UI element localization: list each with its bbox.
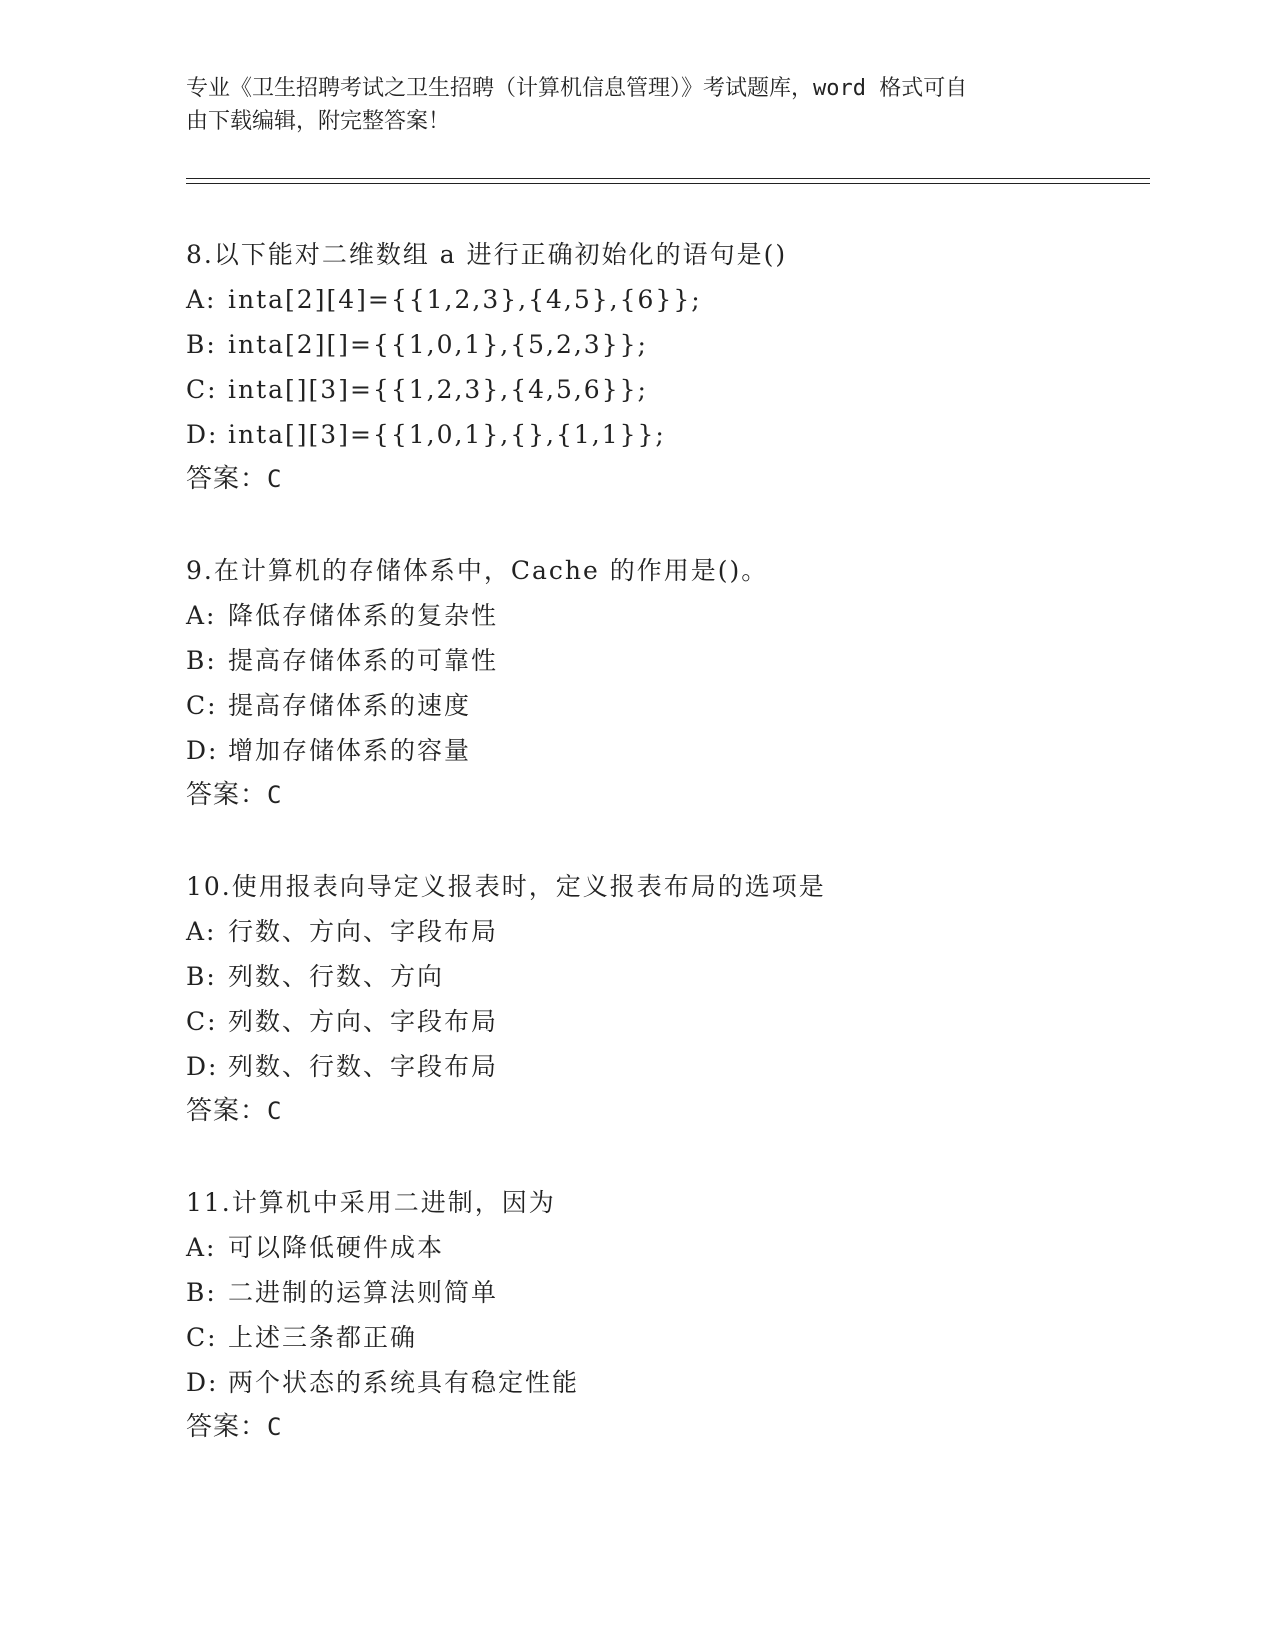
option-a <box>186 277 1150 322</box>
option-text: inta[2][]={{1,0,1},{5,2,3}}; <box>228 330 648 359</box>
option-c <box>186 367 1150 412</box>
option-a <box>186 1225 1150 1270</box>
option-letter: C: <box>186 375 218 404</box>
option-letter: B: <box>186 646 217 675</box>
answer-line <box>186 773 1150 818</box>
answer-label: 答案： <box>186 1096 268 1126</box>
option-b <box>186 638 1150 683</box>
option-letter: D: <box>186 1368 219 1397</box>
header-line-2: 由下载编辑，附完整答案！ <box>186 109 451 134</box>
option-d <box>186 1044 1150 1089</box>
option-text: inta[2][4]={{1,2,3},{4,5},{6}}; <box>228 285 702 314</box>
answer-value: C <box>267 465 282 493</box>
option-text: 列数、行数、字段布局 <box>228 1052 499 1081</box>
option-c <box>186 999 1150 1044</box>
option-a <box>186 909 1150 954</box>
option-letter: B: <box>186 1278 217 1307</box>
option-c <box>186 1315 1150 1360</box>
option-letter: B: <box>186 330 217 359</box>
option-text: inta[][3]={{1,2,3},{4,5,6}}; <box>228 375 648 404</box>
answer-value: C <box>267 1413 282 1441</box>
option-text: 两个状态的系统具有稳定性能 <box>228 1368 580 1397</box>
option-d <box>186 412 1150 457</box>
question-10 <box>186 864 1150 1134</box>
option-letter: C: <box>186 1007 218 1036</box>
header-line-1: 专业《卫生招聘考试之卫生招聘（计算机信息管理）》考试题库，word 格式可自 <box>186 76 968 101</box>
option-b <box>186 322 1150 367</box>
header-divider-top <box>186 178 1150 179</box>
option-text: 提高存储体系的可靠性 <box>228 646 499 675</box>
option-d <box>186 728 1150 773</box>
option-text: 提高存储体系的速度 <box>228 691 472 720</box>
option-letter: A: <box>186 285 217 314</box>
option-text: 可以降低硬件成本 <box>228 1233 445 1262</box>
question-11 <box>186 1180 1150 1450</box>
option-letter: B: <box>186 962 217 991</box>
question-stem: 10.使用报表向导定义报表时，定义报表布局的选项是 <box>186 872 826 901</box>
option-text: inta[][3]={{1,0,1},{},{1,1}}; <box>228 420 666 449</box>
option-text: 列数、方向、字段布局 <box>228 1007 499 1036</box>
option-text: 增加存储体系的容量 <box>228 736 472 765</box>
answer-line <box>186 1089 1150 1134</box>
option-text: 上述三条都正确 <box>228 1323 418 1352</box>
answer-label: 答案： <box>186 780 268 810</box>
option-b <box>186 1270 1150 1315</box>
question-stem: 8.以下能对二维数组 a 进行正确初始化的语句是() <box>186 240 788 269</box>
option-letter: C: <box>186 1323 218 1352</box>
option-a <box>186 593 1150 638</box>
option-text: 降低存储体系的复杂性 <box>228 601 499 630</box>
question-stem: 11.计算机中采用二进制，因为 <box>186 1188 556 1217</box>
option-letter: D: <box>186 736 219 765</box>
option-letter: A: <box>186 1233 217 1262</box>
answer-line <box>186 1405 1150 1450</box>
option-text: 行数、方向、字段布局 <box>228 917 499 946</box>
option-c <box>186 683 1150 728</box>
option-letter: C: <box>186 691 218 720</box>
answer-line <box>186 457 1150 502</box>
question-list <box>186 232 1150 1496</box>
option-text: 列数、行数、方向 <box>228 962 445 991</box>
answer-label: 答案： <box>186 1412 268 1442</box>
header-divider-bottom <box>186 183 1150 184</box>
question-stem: 9.在计算机的存储体系中，Cache 的作用是()。 <box>186 556 769 585</box>
option-text: 二进制的运算法则简单 <box>228 1278 499 1307</box>
answer-value: C <box>267 1097 282 1125</box>
option-letter: A: <box>186 601 217 630</box>
option-letter: A: <box>186 917 217 946</box>
option-letter: D: <box>186 420 219 449</box>
answer-value: C <box>267 781 282 809</box>
answer-label: 答案： <box>186 464 268 494</box>
option-letter: D: <box>186 1052 219 1081</box>
question-9 <box>186 548 1150 818</box>
option-b <box>186 954 1150 999</box>
question-8 <box>186 232 1150 502</box>
document-header <box>186 72 1066 138</box>
option-d <box>186 1360 1150 1405</box>
